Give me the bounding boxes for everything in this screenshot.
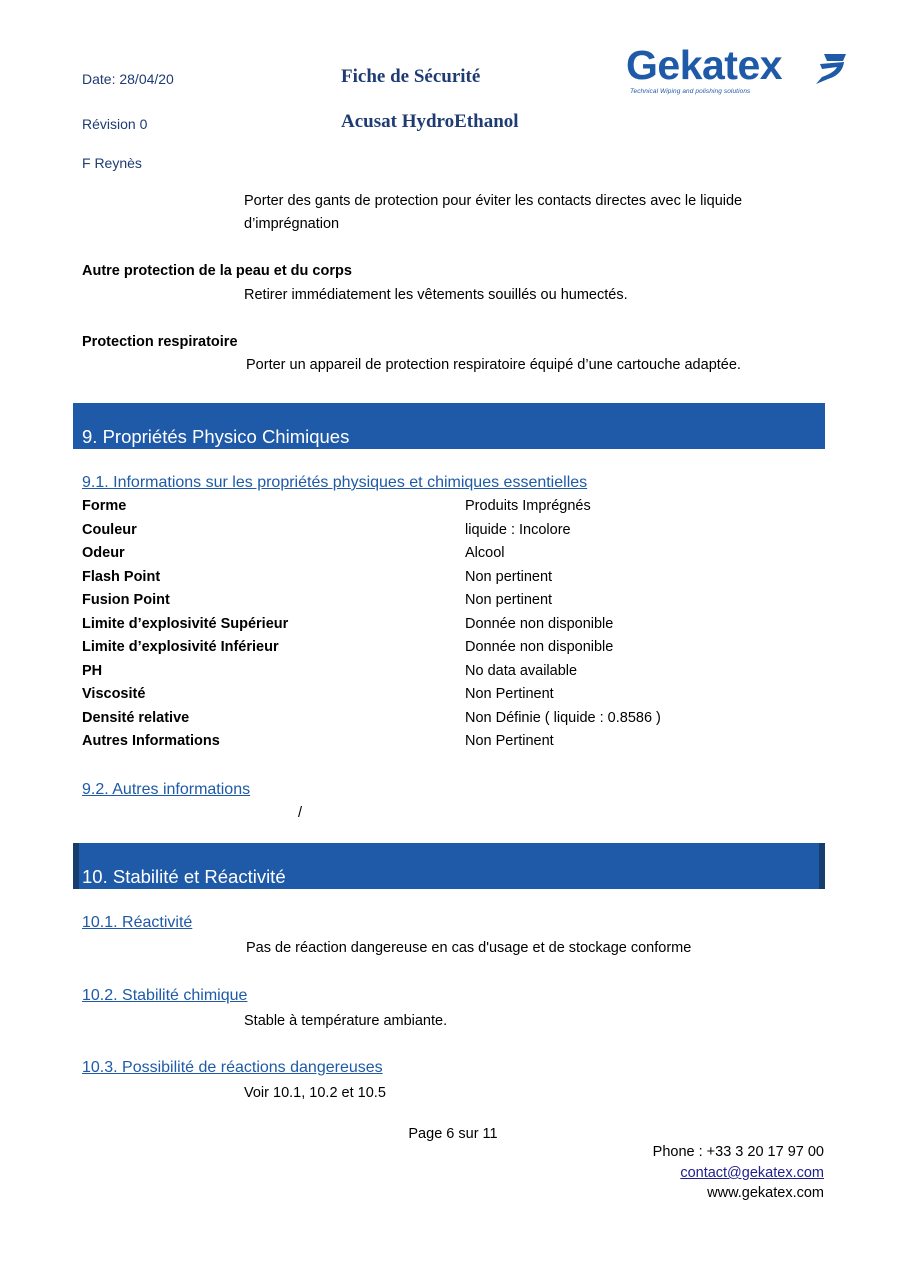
property-value: liquide : Incolore	[465, 521, 571, 538]
footer-email-link[interactable]: contact@gekatex.com	[680, 1165, 824, 1181]
property-label: Fusion Point	[82, 592, 170, 608]
property-row	[82, 639, 782, 663]
footer-website: www.gekatex.com	[707, 1185, 824, 1201]
property-row	[82, 592, 782, 616]
skin-protection-text: Retirer immédiatement les vêtements souillés ou humectés.	[244, 287, 628, 303]
property-row	[82, 686, 782, 710]
logo-wordmark: Gekatex	[626, 42, 783, 88]
property-value: Non pertinent	[465, 592, 553, 608]
section-10-3-link[interactable]: 10.3. Possibilité de réactions dangereuses	[82, 1059, 383, 1076]
property-label: Flash Point	[82, 568, 161, 585]
property-label: Limite d’explosivité Inférieur	[82, 639, 279, 655]
property-value: Produits Imprégnés	[465, 498, 591, 514]
section-10-title: 10. Stabilité et Réactivité	[82, 866, 286, 887]
property-label: PH	[82, 662, 103, 679]
property-label: Autres Informations	[82, 733, 220, 749]
gekatex-logo	[626, 42, 848, 98]
section-9-header	[73, 403, 825, 449]
section-9-2-text: /	[298, 805, 303, 821]
property-label: Densité relative	[82, 709, 190, 726]
property-value: No data available	[465, 662, 578, 679]
document-title: Fiche de Sécurité	[341, 66, 481, 87]
property-row	[82, 545, 782, 569]
section-10-header	[73, 843, 825, 889]
product-name: Acusat HydroEthanol	[341, 111, 519, 132]
property-label: Couleur	[82, 521, 137, 538]
property-value: Donnée non disponible	[465, 639, 614, 655]
property-label: Odeur	[82, 545, 125, 561]
page-number: Page 6 sur 11	[408, 1126, 498, 1142]
hand-protection-text-1: Porter des gants de protection pour éviter les contacts directes avec le liquide	[244, 193, 743, 209]
respiratory-protection-text: Porter un appareil de protection respiratoire équipé d’une cartouche adaptée.	[246, 357, 741, 373]
property-row	[82, 522, 782, 546]
property-value: Non Définie ( liquide : 0.8586 )	[465, 709, 661, 726]
header-author: F Reynès	[82, 155, 142, 171]
property-label: Limite d’explosivité Supérieur	[82, 615, 289, 632]
respiratory-protection-heading: Protection respiratoire	[82, 334, 238, 350]
section-9-title: 9. Propriétés Physico Chimiques	[82, 426, 350, 447]
section-9-2-link[interactable]: 9.2. Autres informations	[82, 781, 251, 798]
property-label: Forme	[82, 498, 127, 514]
logo-tagline: Technical Wiping and polishing solutions	[630, 88, 751, 95]
property-row	[82, 616, 782, 640]
property-row	[82, 710, 782, 734]
property-row	[82, 569, 782, 593]
property-value: Non pertinent	[465, 568, 553, 585]
header-date: Date: 28/04/20	[82, 71, 174, 87]
section-10-1-text: Pas de réaction dangereuse en cas d'usage et de stockage conforme	[246, 940, 692, 956]
header-revision: Révision 0	[82, 116, 148, 132]
property-row	[82, 498, 782, 522]
section-10-2-link[interactable]: 10.2. Stabilité chimique	[82, 987, 248, 1004]
property-value: Donnée non disponible	[465, 615, 614, 632]
property-value: Non Pertinent	[465, 733, 554, 749]
property-row	[82, 663, 782, 687]
section-10-3-text: Voir 10.1, 10.2 et 10.5	[244, 1085, 386, 1101]
skin-protection-heading: Autre protection de la peau et du corps	[82, 263, 352, 279]
logo-swoosh-icon	[810, 52, 848, 86]
section-10-1-link[interactable]: 10.1. Réactivité	[82, 914, 193, 931]
footer-phone: Phone : +33 3 20 17 97 00	[652, 1144, 824, 1160]
section-9-1-link[interactable]: 9.1. Informations sur les propriétés physiques et chimiques essentielles	[82, 474, 588, 491]
property-row	[82, 733, 782, 757]
hand-protection-text-2: d’imprégnation	[244, 216, 340, 232]
property-label: Viscosité	[82, 686, 146, 702]
property-value: Non Pertinent	[465, 686, 554, 702]
property-value: Alcool	[465, 545, 505, 561]
section-10-2-text: Stable à température ambiante.	[244, 1013, 448, 1029]
